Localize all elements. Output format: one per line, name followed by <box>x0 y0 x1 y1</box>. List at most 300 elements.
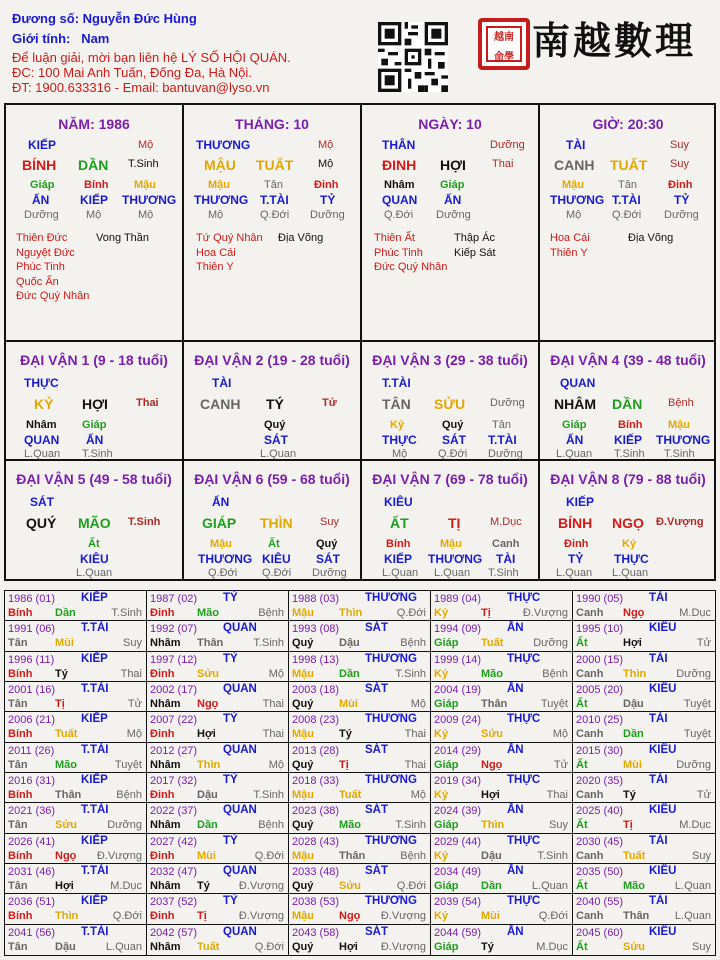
year-label: 2006 (21) <box>8 714 56 727</box>
year-label: 2037 (52) <box>150 896 198 909</box>
pillar-month <box>184 105 362 342</box>
year-cell <box>431 773 573 803</box>
year-stem: Đinh <box>150 849 175 862</box>
heavenly-stem: QUÝ <box>26 515 57 531</box>
year-phase: Bệnh <box>116 789 142 801</box>
year-star: SÁT <box>365 622 388 635</box>
hidden-star: KIÊU <box>80 552 109 566</box>
year-branch: Thìn <box>481 819 505 832</box>
hidden-stem: Mậu <box>668 419 690 431</box>
earthly-branch: HỢI <box>440 157 466 173</box>
year-label: 2020 (35) <box>576 775 624 787</box>
year-cell <box>289 803 431 833</box>
gender-label: Giới tính: <box>12 31 71 46</box>
year-cell <box>431 803 573 833</box>
star-item: Đức Quý Nhân <box>374 261 448 273</box>
heavenly-stem: GIÁP <box>202 515 237 531</box>
year-stem: Canh <box>576 789 604 801</box>
star-item: Tứ Quý Nhân <box>196 232 263 244</box>
address-line: ĐC: 100 Mai Anh Tuấn, Đống Đa, Hà Nội. <box>12 65 252 80</box>
year-stem: Nhâm <box>150 637 181 650</box>
year-stem: Kỷ <box>434 789 449 801</box>
year-cell <box>5 803 147 833</box>
year-stem: Bính <box>8 667 33 680</box>
year-phase: L.Quan <box>531 880 568 892</box>
year-label: 2032 (47) <box>150 866 198 878</box>
top-star: QUAN <box>560 376 596 390</box>
year-label: 2011 (26) <box>8 744 55 757</box>
year-branch: Tị <box>623 819 633 832</box>
year-stem: Quý <box>292 758 314 771</box>
year-label: 1994 (09) <box>434 623 482 636</box>
hidden-phase: Dưỡng <box>310 209 345 221</box>
year-cell <box>573 894 715 924</box>
year-phase: Thai <box>404 758 426 771</box>
hidden-star: KIẾP <box>80 193 109 207</box>
year-phase: L.Quan <box>105 940 142 953</box>
year-stem: Ất <box>576 698 588 710</box>
year-phase: Tử <box>696 637 711 650</box>
hidden-phase: L.Quan <box>76 567 113 579</box>
year-cell <box>431 894 573 924</box>
year-star: ẤN <box>507 743 524 756</box>
hidden-stem: Đinh <box>668 179 693 191</box>
star-item: Hoa Cái <box>550 232 590 244</box>
heavenly-stem: BÍNH <box>22 157 57 173</box>
year-branch: Ngọ <box>623 607 645 619</box>
year-phase: Q.Đới <box>254 849 284 862</box>
year-cell <box>431 925 573 955</box>
year-cell <box>431 682 573 712</box>
year-phase: Q.Đới <box>112 910 142 923</box>
year-stem: Canh <box>576 728 604 741</box>
year-branch: Ngọ <box>481 758 503 771</box>
top-star: KIẾP <box>28 138 57 152</box>
year-label: 2000 (15) <box>576 653 624 666</box>
hidden-star: ẤN <box>32 193 50 207</box>
hidden-star: THƯƠNG <box>194 193 249 207</box>
heavenly-stem: NHÂM <box>554 396 596 412</box>
annual-luck-table <box>4 590 716 956</box>
star-item: Vong Thần <box>96 232 150 244</box>
hidden-star: TỶ <box>320 193 336 207</box>
year-stem: Kỷ <box>434 849 449 862</box>
hidden-phase: Mộ <box>566 209 582 221</box>
year-label: 2042 (57) <box>150 926 198 939</box>
year-star: TỶ <box>223 592 238 604</box>
year-cell <box>5 652 147 682</box>
year-star: THƯƠNG <box>365 713 417 726</box>
year-label: 2043 (58) <box>292 926 340 939</box>
pillar-day <box>362 105 540 342</box>
hidden-phase: Q.Đới <box>612 209 642 221</box>
year-stem: Ất <box>576 637 588 650</box>
dai-van-title: ĐẠI VẬN 3 (29 - 38 tuổi) <box>372 352 528 368</box>
qr-code-icon[interactable] <box>378 22 448 92</box>
year-cell <box>573 803 715 833</box>
earthly-branch: DẦN <box>612 396 643 412</box>
year-star: SÁT <box>365 865 388 877</box>
hidden-stem: Ất <box>88 538 100 550</box>
star-item: Thiên Đức <box>16 232 68 244</box>
phase: M.Dục <box>490 516 522 528</box>
year-star: THỰC <box>507 834 541 847</box>
hidden-phase: L.Quan <box>612 567 649 579</box>
year-cell <box>573 652 715 682</box>
year-star: THỰC <box>507 713 541 726</box>
year-label: 1997 (12) <box>150 653 198 666</box>
year-branch: Tuất <box>197 940 220 953</box>
pillar-year <box>6 105 184 342</box>
top-star: ẤN <box>212 495 230 509</box>
year-stem: Canh <box>576 607 604 619</box>
earthly-branch: THÌN <box>260 515 293 531</box>
year-cell <box>5 743 147 773</box>
year-phase: Thai <box>120 667 142 680</box>
year-star: SÁT <box>365 683 388 695</box>
top-phase: Dưỡng <box>490 139 525 151</box>
year-label: 2028 (43) <box>292 835 340 848</box>
year-cell <box>5 894 147 924</box>
hidden-star: THƯƠNG <box>122 193 177 207</box>
heavenly-stem: ĐINH <box>382 157 417 173</box>
year-branch: Thìn <box>55 910 79 923</box>
year-branch: Hợi <box>339 940 358 953</box>
hidden-phase: T.Sinh <box>664 448 695 460</box>
phone-email-line[interactable]: ĐT: 1900.633316 - Email: bantuvan@lyso.vn <box>12 80 270 95</box>
year-cell <box>431 621 573 651</box>
year-label: 2044 (59) <box>434 926 482 939</box>
year-cell <box>5 834 147 864</box>
year-stem: Giáp <box>434 940 459 953</box>
year-cell <box>289 925 431 955</box>
year-star: TÀI <box>649 895 668 908</box>
hidden-stem: Quý <box>442 419 464 431</box>
year-stem: Ất <box>576 880 588 892</box>
phase: Thai <box>492 158 514 170</box>
year-phase: Đ.Vượng <box>96 849 142 862</box>
year-phase: Bệnh <box>400 849 426 862</box>
year-star: THƯƠNG <box>365 774 417 786</box>
year-star: T.TÀI <box>81 683 109 695</box>
year-star: SÁT <box>365 925 388 938</box>
top-star: THỰC <box>24 376 59 390</box>
year-cell <box>147 682 289 712</box>
year-label: 2035 (50) <box>576 866 624 878</box>
year-phase: Mộ <box>410 789 426 801</box>
phase: Mộ <box>318 158 334 170</box>
year-branch: Mùi <box>197 849 216 862</box>
year-label: 2004 (19) <box>434 684 482 696</box>
hidden-star: ẤN <box>566 433 584 447</box>
hidden-star: T.TÀI <box>488 433 517 447</box>
year-cell <box>573 621 715 651</box>
year-phase: Mộ <box>126 728 142 741</box>
year-stem: Quý <box>292 819 314 832</box>
phase: Dưỡng <box>490 397 525 409</box>
hidden-star: ẤN <box>444 193 462 207</box>
year-cell <box>289 864 431 894</box>
year-phase: Bệnh <box>542 667 568 680</box>
hidden-stem: Mậu <box>134 179 156 191</box>
year-branch: Tý <box>197 880 210 892</box>
year-stem: Giáp <box>434 758 459 771</box>
year-stem: Đinh <box>150 910 175 923</box>
year-branch: Tý <box>623 789 636 801</box>
year-phase: Mộ <box>268 667 284 680</box>
year-branch: Dậu <box>623 698 644 710</box>
year-phase: Tuyệt <box>683 728 711 741</box>
year-stem: Ất <box>576 940 588 953</box>
year-star: KIẾP <box>81 592 108 604</box>
top-star: THÂN <box>382 138 416 152</box>
year-phase: Tử <box>127 698 142 710</box>
hidden-star: ẤN <box>86 433 104 447</box>
year-phase: L.Quan <box>674 910 711 923</box>
year-cell <box>147 712 289 742</box>
year-phase: Tử <box>553 758 568 771</box>
dai-van-1 <box>6 342 184 461</box>
star-item: Phúc Tinh <box>374 246 423 259</box>
year-star: KIẾP <box>81 895 108 908</box>
year-label: 2041 (56) <box>8 926 56 939</box>
heavenly-stem: KỶ <box>34 396 54 412</box>
year-label: 1992 (07) <box>150 623 198 636</box>
year-star: ẤN <box>507 925 524 938</box>
year-branch: Dần <box>623 728 644 741</box>
year-branch: Dậu <box>339 637 360 650</box>
year-stem: Kỷ <box>434 910 449 923</box>
year-label: 2022 (37) <box>150 805 198 818</box>
dai-van-5 <box>6 461 184 579</box>
year-star: KIẾP <box>81 834 108 847</box>
year-stem: Đinh <box>150 607 175 619</box>
year-stem: Bính <box>8 789 33 801</box>
year-phase: M.Dục <box>679 607 711 619</box>
year-label: 1986 (01) <box>8 593 56 605</box>
year-branch: Dần <box>197 819 218 832</box>
hidden-star: TỶ <box>568 552 584 566</box>
earthly-branch: HỢI <box>82 396 108 412</box>
year-phase: Suy <box>692 849 711 862</box>
hidden-stem: Quý <box>316 538 338 550</box>
year-branch: Sửu <box>197 667 220 680</box>
year-star: TÀI <box>649 713 668 726</box>
year-branch: Dậu <box>55 940 76 953</box>
year-stem: Đinh <box>150 789 175 801</box>
year-cell <box>431 652 573 682</box>
heavenly-stem: CANH <box>200 396 241 412</box>
year-phase: T.Sinh <box>395 819 426 832</box>
auspicious-stars <box>374 231 447 275</box>
hidden-phase: Q.Đới <box>438 448 468 460</box>
hidden-stem: Mậu <box>440 538 462 550</box>
pillar-title: GIỜ: 20:30 <box>592 116 664 132</box>
hidden-phase: Q.Đới <box>384 209 414 221</box>
hidden-star: QUAN <box>382 193 418 207</box>
top-phase: Mộ <box>138 139 154 151</box>
year-star: KIẾP <box>81 652 108 665</box>
year-branch: Tị <box>339 758 349 771</box>
hidden-star: KIÊU <box>262 552 291 566</box>
year-stem: Nhâm <box>150 758 181 771</box>
year-phase: T.Sinh <box>111 607 142 619</box>
hidden-stem: Mậu <box>208 179 230 191</box>
year-cell <box>5 591 147 621</box>
year-phase: L.Quan <box>674 880 711 892</box>
hidden-phase: Q.Đới <box>208 567 238 579</box>
year-phase: Mộ <box>268 758 284 771</box>
contact-line: Để luận giải, mời bạn liên hệ LÝ SỐ HỘI QUÁN. <box>12 50 291 65</box>
star-item: Đức Quý Nhân <box>16 290 90 302</box>
year-label: 1989 (04) <box>434 593 482 605</box>
year-branch: Thìn <box>339 607 363 619</box>
hidden-stem: Đinh <box>314 179 339 191</box>
dai-van-title: ĐẠI VẬN 7 (69 - 78 tuổi) <box>372 471 528 487</box>
year-stem: Kỷ <box>434 607 449 619</box>
year-label: 2010 (25) <box>576 714 624 727</box>
year-label: 2023 (38) <box>292 805 340 818</box>
year-stem: Canh <box>576 910 604 923</box>
hidden-stem: Giáp <box>30 179 55 191</box>
year-cell <box>147 621 289 651</box>
year-label: 2007 (22) <box>150 714 198 727</box>
year-stem: Ất <box>576 758 588 771</box>
top-star: TÀI <box>212 376 232 390</box>
year-stem: Tân <box>8 819 28 832</box>
header <box>0 0 720 100</box>
year-branch: Thìn <box>623 667 647 680</box>
year-branch: Dậu <box>481 849 502 862</box>
year-phase: Q.Đới <box>254 940 284 953</box>
year-cell <box>573 712 715 742</box>
year-phase: Suy <box>549 819 568 832</box>
year-star: ẤN <box>507 865 524 877</box>
year-phase: M.Dục <box>536 940 568 953</box>
year-label: 2008 (23) <box>292 714 340 727</box>
phase: Thai <box>136 397 159 409</box>
year-label: 1987 (02) <box>150 593 198 605</box>
year-star: KIÊU <box>649 804 677 817</box>
dai-van-title: ĐẠI VẬN 4 (39 - 48 tuổi) <box>550 352 706 368</box>
year-star: KIÊU <box>649 683 677 695</box>
year-label: 1993 (08) <box>292 623 340 636</box>
pillar-title: NGÀY: 10 <box>418 116 482 132</box>
hidden-stem: Giáp <box>562 419 587 431</box>
year-phase: Đ.Vượng <box>522 607 568 619</box>
star-item: Kiếp Sát <box>454 246 496 259</box>
year-branch: Mùi <box>481 910 500 923</box>
year-star: KIÊU <box>649 622 677 635</box>
year-label: 2014 (29) <box>434 744 482 757</box>
phase: Suy <box>320 516 339 528</box>
year-branch: Ngọ <box>55 849 77 862</box>
hidden-star: TỶ <box>674 193 690 207</box>
year-phase: M.Dục <box>110 880 142 892</box>
year-phase: Dưỡng <box>676 667 711 680</box>
dai-van-title: ĐẠI VẬN 8 (79 - 88 tuổi) <box>550 471 706 487</box>
hidden-star: SÁT <box>316 552 340 566</box>
year-star: QUAN <box>223 743 257 756</box>
year-label: 2045 (60) <box>576 926 624 939</box>
dai-van-6 <box>184 461 362 579</box>
year-stem: Bính <box>8 910 33 923</box>
year-label: 2009 (24) <box>434 714 482 727</box>
hidden-phase: L.Quan <box>24 448 61 460</box>
year-star: TỶ <box>223 834 238 847</box>
dai-van-title: ĐẠI VẬN 1 (9 - 18 tuổi) <box>20 352 168 368</box>
year-star: TÀI <box>649 592 668 604</box>
year-label: 2018 (33) <box>292 775 340 787</box>
gender-value: Nam <box>81 31 110 46</box>
hidden-phase: Q.Đới <box>260 209 290 221</box>
year-star: KIÊU <box>649 925 677 938</box>
year-branch: Hợi <box>623 637 642 650</box>
star-item: Hoa Cái <box>196 246 236 259</box>
year-branch: Dần <box>339 667 360 680</box>
year-stem: Quý <box>292 698 314 710</box>
year-star: QUAN <box>223 925 257 938</box>
year-cell <box>289 712 431 742</box>
hidden-star: THƯƠNG <box>198 552 253 566</box>
heavenly-stem: ẤT <box>390 515 409 531</box>
year-branch: Sửu <box>339 880 362 892</box>
auspicious-stars <box>16 231 89 304</box>
year-cell <box>147 894 289 924</box>
top-star: T.TÀI <box>382 376 411 390</box>
year-cell <box>5 621 147 651</box>
star-item: Quốc Ấn <box>16 275 59 288</box>
year-label: 2016 (31) <box>8 775 56 787</box>
earthly-branch: NGỌ <box>612 515 644 531</box>
year-stem: Bính <box>8 607 33 619</box>
year-branch: Tị <box>55 698 65 710</box>
hidden-star: T.TÀI <box>260 193 289 207</box>
hidden-stem: Bính <box>386 538 411 550</box>
year-star: TÀI <box>649 774 668 786</box>
year-branch: Mão <box>55 758 77 771</box>
year-star: T.TÀI <box>81 865 109 877</box>
hidden-phase: L.Quan <box>382 567 419 579</box>
top-star: KIẾP <box>566 495 595 509</box>
earthly-branch: MÃO <box>78 515 111 531</box>
year-branch: Thân <box>623 910 650 923</box>
top-phase: Suy <box>670 139 689 151</box>
dai-van-4 <box>540 342 716 461</box>
hidden-stem: Giáp <box>440 179 465 191</box>
year-branch: Hợi <box>55 880 74 892</box>
gender <box>12 31 109 46</box>
heavenly-stem: MẬU <box>204 157 236 173</box>
year-stem: Tân <box>8 758 28 771</box>
year-stem: Đinh <box>150 667 175 680</box>
year-phase: M.Dục <box>679 819 711 832</box>
year-branch: Hợi <box>481 789 500 801</box>
top-phase: Mộ <box>318 139 334 151</box>
year-stem: Tân <box>8 880 28 892</box>
year-cell <box>5 773 147 803</box>
year-phase: T.Sinh <box>537 849 568 862</box>
year-label: 1999 (14) <box>434 653 482 666</box>
year-label: 2013 (28) <box>292 744 340 757</box>
year-phase: Đ.Vượng <box>238 910 284 923</box>
earthly-branch: TUẤT <box>610 157 648 173</box>
year-stem: Giáp <box>434 819 459 832</box>
hidden-stem: Canh <box>492 538 520 550</box>
year-phase: Bệnh <box>258 819 284 832</box>
year-star: THỰC <box>507 774 541 786</box>
heavenly-stem: BÍNH <box>558 515 593 531</box>
